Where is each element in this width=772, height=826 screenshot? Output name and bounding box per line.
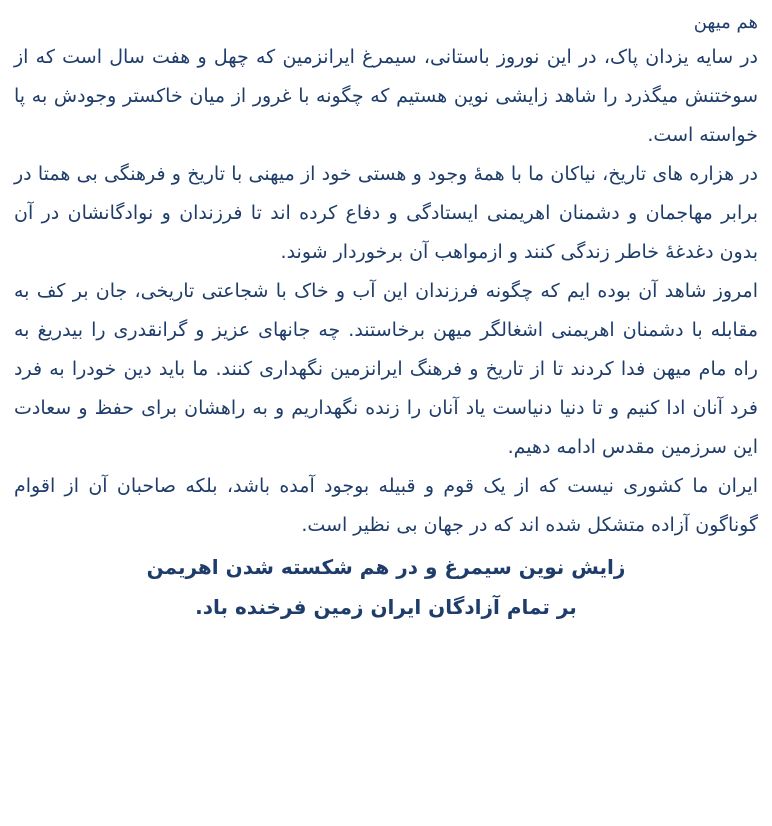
paragraph-diversity: ایران ما کشوری نیست که از یک قوم و قبیله بوجود آمده باشد، بلکه صاحبان آن از اقوام گوناگون آزاده متشکل شده اند که در جهان بی نظیر است. (14, 475, 758, 536)
closing-line-2: بر تمام آزادگان ایران زمین فرخنده باد. (195, 595, 577, 619)
salutation: هم میهن (693, 12, 758, 33)
paragraph-simorgh-rebirth: در سایه یزدان پاک، در این نوروز باستانی، سیمرغ ایرانزمین که چهل و هفت سال است که از سوختنش میگذرد را شاهد زایشی نوین هستیم که چگونه با غرور از میان خاکستر وجودش به پا خواسته است. (14, 46, 758, 146)
paragraph-ancestors: در هزاره های تاریخ، نیاکان ما با همهٔ وجود و هستی خود از میهنی با تاریخ و فرهنگی بی همتا در برابر مهاجمان و دشمنان اهریمنی ایستادگی و دفاع کرده اند تا فرزندان و نوادگانشان در آن بدون دغدغهٔ خاطر زندگی کنند و ازمواهب آن برخوردار شوند. (14, 163, 758, 263)
closing-line-1: زایش نوین سیمرغ و در هم شکسته شدن اهریمن (146, 555, 626, 579)
paragraph-sacrifice: امروز شاهد آن بوده ایم که چگونه فرزندان این آب و خاک با شجاعتی تاریخی، جان بر کف به مقابله با دشمنان اهریمنی اشغالگر میهن برخاستند. چه جانهای عزیز و گرانقدری را بیدریغ به راه مام میهن فدا کردند تا از تاریخ و فرهنگ ایرانزمین نگهداری کنند. ما باید دین خودرا به فرد فرد آنان ادا کنیم و تا دنیا دنیاست یاد آنان را زنده نگهداریم و به راهشان برای حفظ و سعادت این سرزمین مقدس ادامه دهیم. (14, 280, 758, 458)
